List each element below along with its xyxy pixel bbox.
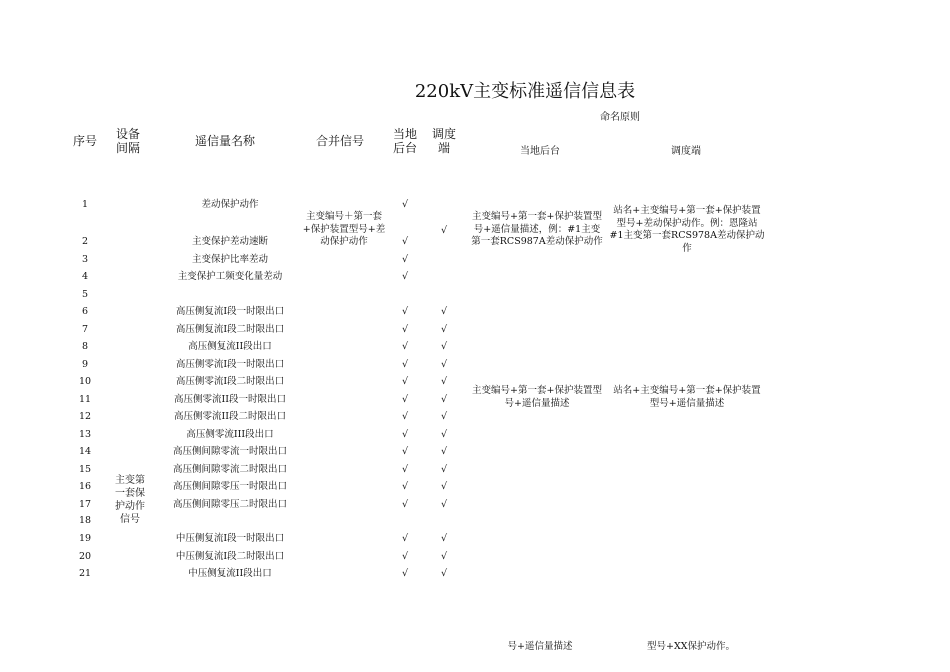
row-signal-name: 中压侧复流I段二时限出口 bbox=[175, 550, 285, 562]
row-seq: 11 bbox=[78, 393, 92, 405]
row-signal-name: 中压侧复流II段出口 bbox=[188, 568, 272, 579]
row-signal-name: 主变保护差动速断 bbox=[191, 236, 268, 247]
local-check-mark: √ bbox=[401, 236, 409, 247]
page-title: 220kV主变标准遥信信息表 bbox=[414, 81, 636, 102]
merge-line3: 动保护动作 bbox=[320, 236, 368, 247]
local-check-mark bbox=[395, 286, 415, 303]
merge-signal-header: 合并信号 bbox=[315, 134, 364, 148]
local-check-mark: √ bbox=[401, 323, 409, 335]
local-check-mark: √ bbox=[401, 341, 409, 352]
row-seq: 8 bbox=[81, 341, 89, 352]
rule-local-gen-line1: 主变编号+第一套+保护装置型 bbox=[472, 385, 602, 396]
rule-local-diff-line2: 号+遥信量描述，例：#1主变 bbox=[473, 223, 601, 235]
signal-name-header: 遥信量名称 bbox=[194, 134, 255, 148]
row-signal-name: 主变保护比率差动 bbox=[191, 253, 268, 265]
dispatch-check-mark bbox=[434, 268, 454, 285]
rule-local-general bbox=[462, 385, 612, 410]
rule-dispatch-header: 调度端 bbox=[671, 146, 701, 157]
dispatch-check-mark bbox=[434, 286, 454, 303]
local-check-mark: √ bbox=[401, 428, 409, 440]
rule-dispatch-diff-line4: 作 bbox=[682, 242, 692, 254]
rule-dispatch-differential bbox=[604, 205, 770, 255]
dispatch-check-mark: √ bbox=[440, 568, 448, 579]
row-signal-name: 高压侧零流III段出口 bbox=[186, 428, 274, 440]
dispatch-check-mark: √ bbox=[440, 411, 448, 422]
naming-rule-header: 命名原则 bbox=[600, 112, 640, 123]
row-signal-name: 高压侧零流II段二时限出口 bbox=[173, 411, 286, 422]
local-check-mark: √ bbox=[401, 481, 409, 492]
merge-line1: 主变编号＋第一套 bbox=[305, 211, 382, 222]
dispatch-check-mark: √ bbox=[440, 393, 448, 405]
rule-dispatch-bottom: 型号+XX保护动作。 bbox=[647, 641, 735, 652]
rule-dispatch-gen-line1: 站名+主变编号+第一套+保护装置 bbox=[613, 385, 761, 396]
local-check-mark: √ bbox=[401, 199, 409, 210]
row-signal-name: 主变保护工频变化量差动 bbox=[177, 271, 283, 282]
row-signal-name: 差动保护动作 bbox=[201, 199, 259, 210]
local-check-mark: √ bbox=[401, 306, 409, 317]
row-seq: 7 bbox=[81, 323, 89, 335]
row-signal-name bbox=[150, 512, 310, 529]
row-signal-name: 高压侧复流II段出口 bbox=[188, 341, 272, 352]
bay-line4: 信号 bbox=[120, 514, 140, 525]
rule-local-header: 当地后台 bbox=[520, 146, 560, 157]
row-seq: 16 bbox=[78, 481, 92, 492]
bay-line2: 一套保 bbox=[115, 488, 145, 499]
row-signal-name: 高压侧零流II段一时限出口 bbox=[173, 393, 286, 405]
row-seq: 14 bbox=[78, 446, 92, 457]
dispatch-check-mark bbox=[434, 196, 454, 213]
bay-line3: 护动作 bbox=[115, 501, 145, 512]
row-seq: 20 bbox=[78, 550, 92, 562]
dispatch-check-mark: √ bbox=[440, 446, 448, 457]
row-seq: 5 bbox=[81, 288, 89, 300]
row-signal-name: 高压侧零流I段二时限出口 bbox=[175, 376, 285, 387]
rule-dispatch-general bbox=[604, 385, 770, 410]
rule-dispatch-diff-line3: #1主变第一套RCS978A差动保护动 bbox=[609, 230, 765, 241]
row-seq: 2 bbox=[81, 236, 89, 247]
dispatch-check-mark: √ bbox=[440, 481, 448, 492]
dispatch-check-mark bbox=[434, 233, 454, 250]
rule-local-diff-line3: 第一套RCS987A差动保护动作 bbox=[471, 236, 603, 247]
local-check-mark: √ bbox=[401, 271, 409, 282]
row-signal-name: 高压侧间隙零流二时限出口 bbox=[172, 463, 287, 475]
bay-header bbox=[108, 127, 148, 155]
row-signal-name: 高压侧间隙零压二时限出口 bbox=[172, 498, 287, 510]
rule-dispatch-diff-line2: 型号+差动保护动作。例：恩隆站 bbox=[616, 217, 758, 229]
rule-dispatch-diff-line1: 站名+主变编号+第一套+保护装置 bbox=[613, 205, 761, 216]
row-seq: 9 bbox=[81, 358, 89, 370]
row-seq: 13 bbox=[78, 428, 92, 440]
row-seq: 19 bbox=[78, 533, 92, 544]
dispatch-check-mark bbox=[434, 512, 454, 529]
dispatch-check-mark: √ bbox=[440, 341, 448, 352]
rule-dispatch-gen-line2: 型号+遥信量描述 bbox=[649, 397, 725, 409]
local-check-mark: √ bbox=[401, 463, 409, 475]
row-signal-name: 高压侧零流I段一时限出口 bbox=[175, 358, 285, 370]
seq-header: 序号 bbox=[72, 134, 97, 148]
dispatch-check-mark: √ bbox=[440, 533, 448, 544]
local-header bbox=[385, 127, 425, 155]
rule-local-gen-line2: 号+遥信量描述 bbox=[504, 397, 570, 409]
rule-local-bottom: 号+遥信量描述 bbox=[507, 641, 573, 652]
merge-line2: +保护装置型号+差 bbox=[302, 223, 386, 235]
local-check-mark: √ bbox=[401, 411, 409, 422]
bay-header-line1: 设备 bbox=[115, 127, 140, 141]
rule-local-differential bbox=[462, 211, 612, 249]
row-seq: 18 bbox=[78, 515, 92, 526]
dispatch-check-mark: √ bbox=[440, 550, 448, 562]
row-seq: 4 bbox=[81, 271, 89, 282]
bay-line1: 主变第 bbox=[115, 475, 145, 486]
local-check-mark: √ bbox=[401, 568, 409, 579]
row-seq: 21 bbox=[78, 568, 92, 579]
dispatch-header-line2: 端 bbox=[437, 141, 450, 155]
local-check-mark: √ bbox=[401, 358, 409, 370]
row-signal-name: 高压侧间隙零压一时限出口 bbox=[172, 481, 287, 492]
local-check-mark: √ bbox=[401, 550, 409, 562]
dispatch-check-mark: √ bbox=[440, 428, 448, 440]
dispatch-header-line1: 调度 bbox=[431, 127, 456, 141]
row-signal-name: 高压侧间隙零流一时限出口 bbox=[172, 446, 287, 457]
dispatch-check-mark: √ bbox=[440, 225, 448, 236]
dispatch-check-mark bbox=[434, 251, 454, 268]
local-check-mark: √ bbox=[401, 533, 409, 544]
local-header-line2: 后台 bbox=[392, 141, 417, 155]
row-signal-name: 高压侧复流I段一时限出口 bbox=[175, 306, 285, 317]
row-seq: 15 bbox=[78, 463, 92, 475]
row-seq: 3 bbox=[81, 253, 89, 265]
row-signal-name: 高压侧复流I段二时限出口 bbox=[175, 323, 285, 335]
row-signal-name: 中压侧复流I段一时限出口 bbox=[175, 533, 285, 544]
local-check-mark: √ bbox=[401, 498, 409, 510]
row-signal-name bbox=[150, 286, 310, 303]
local-check-mark: √ bbox=[401, 253, 409, 265]
row-seq: 6 bbox=[81, 306, 89, 317]
dispatch-check-mark: √ bbox=[440, 463, 448, 475]
local-check-mark bbox=[395, 512, 415, 529]
local-header-line1: 当地 bbox=[392, 127, 417, 141]
dispatch-check-mark: √ bbox=[440, 498, 448, 510]
dispatch-header bbox=[424, 127, 464, 155]
row-seq: 1 bbox=[81, 199, 89, 210]
row-seq: 10 bbox=[78, 376, 92, 387]
row-seq: 12 bbox=[78, 411, 92, 422]
local-check-mark: √ bbox=[401, 376, 409, 387]
merge-signal-text bbox=[296, 211, 392, 249]
rule-local-diff-line1: 主变编号+第一套+保护装置型 bbox=[472, 211, 602, 222]
dispatch-check-mark: √ bbox=[440, 323, 448, 335]
dispatch-check-mark: √ bbox=[440, 358, 448, 370]
local-check-mark: √ bbox=[401, 393, 409, 405]
bay-group-label bbox=[110, 474, 150, 526]
local-check-mark: √ bbox=[401, 446, 409, 457]
bay-header-line2: 间隔 bbox=[115, 141, 140, 155]
dispatch-check-mark: √ bbox=[440, 306, 448, 317]
dispatch-check-mark: √ bbox=[440, 376, 448, 387]
row-seq: 17 bbox=[78, 498, 92, 510]
